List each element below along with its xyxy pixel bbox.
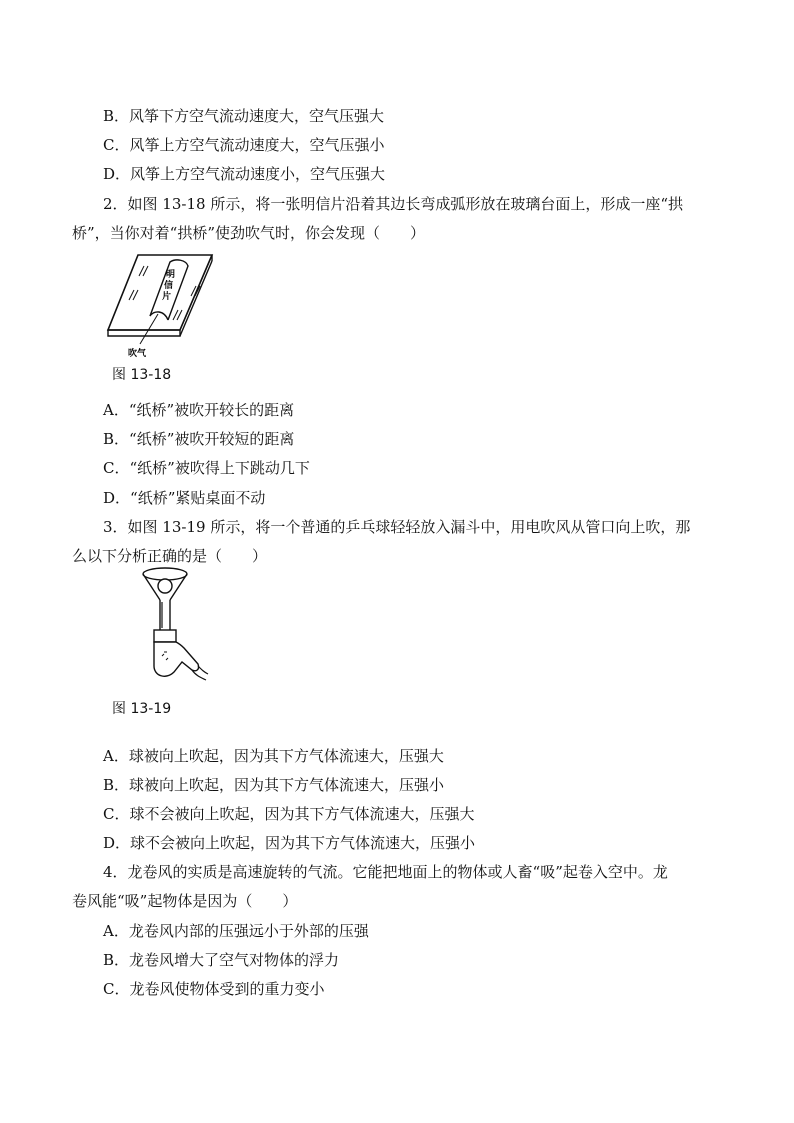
- q1-option-c: C．风筝上方空气流动速度大，空气压强小: [103, 136, 385, 154]
- q1-option-b: B．风筝下方空气流动速度大，空气压强大: [103, 107, 385, 125]
- q4-stem-line1: 4．龙卷风的实质是高速旋转的气流。它能把地面上的物体或人畜“吸”起卷入空中。龙: [103, 863, 668, 881]
- q4-option-a: A．龙卷风内部的压强远小于外部的压强: [103, 922, 369, 940]
- q3-option-c: C．球不会被向上吹起，因为其下方气体流速大，压强大: [103, 805, 475, 823]
- blow-label: 吹气: [128, 349, 147, 359]
- card-label-3: 片: [162, 292, 172, 302]
- card-label-1: 明: [166, 270, 176, 280]
- q2-stem-line1: 2．如图 13-18 所示，将一张明信片沿着其边长弯成弧形放在玻璃台面上，形成一座“拱: [103, 195, 683, 213]
- q4-option-b: B．龙卷风增大了空气对物体的浮力: [103, 951, 340, 969]
- figure-13-18-card-bridge: [104, 252, 216, 360]
- q3-option-b: B．球被向上吹起，因为其下方气体流速大，压强小: [103, 776, 445, 794]
- q2-option-d: D．“纸桥”紧贴桌面不动: [103, 489, 266, 507]
- q1-option-d: D．风筝上方空气流动速度小，空气压强大: [103, 165, 386, 183]
- figure-13-19-caption: 图 13-19: [112, 701, 172, 717]
- q4-stem-line2: 卷风能“吸”起物体是因为（ ）: [72, 892, 298, 910]
- q3-option-a: A．球被向上吹起，因为其下方气体流速大，压强大: [103, 747, 444, 765]
- q2-stem-line2: 桥”，当你对着“拱桥”使劲吹气时，你会发现（ ）: [72, 224, 426, 242]
- q3-option-d: D．球不会被向上吹起，因为其下方气体流速大，压强小: [103, 834, 476, 852]
- q3-stem-line1: 3．如图 13-19 所示，将一个普通的乒乓球轻轻放入漏斗中，用电吹风从管口向上吹，那: [103, 518, 691, 536]
- figure-13-19-funnel-hairdryer: [136, 566, 212, 690]
- q2-option-a: A．“纸桥”被吹开较长的距离: [103, 401, 295, 419]
- q2-option-b: B．“纸桥”被吹开较短的距离: [103, 430, 295, 448]
- q2-option-c: C．“纸桥”被吹得上下跳动几下: [103, 459, 310, 477]
- card-label-2: 信: [164, 281, 174, 291]
- figure-13-18-caption: 图 13-18: [112, 367, 172, 383]
- q4-option-c: C．龙卷风使物体受到的重力变小: [103, 980, 325, 998]
- q3-stem-line2: 么以下分析正确的是（ ）: [72, 547, 268, 565]
